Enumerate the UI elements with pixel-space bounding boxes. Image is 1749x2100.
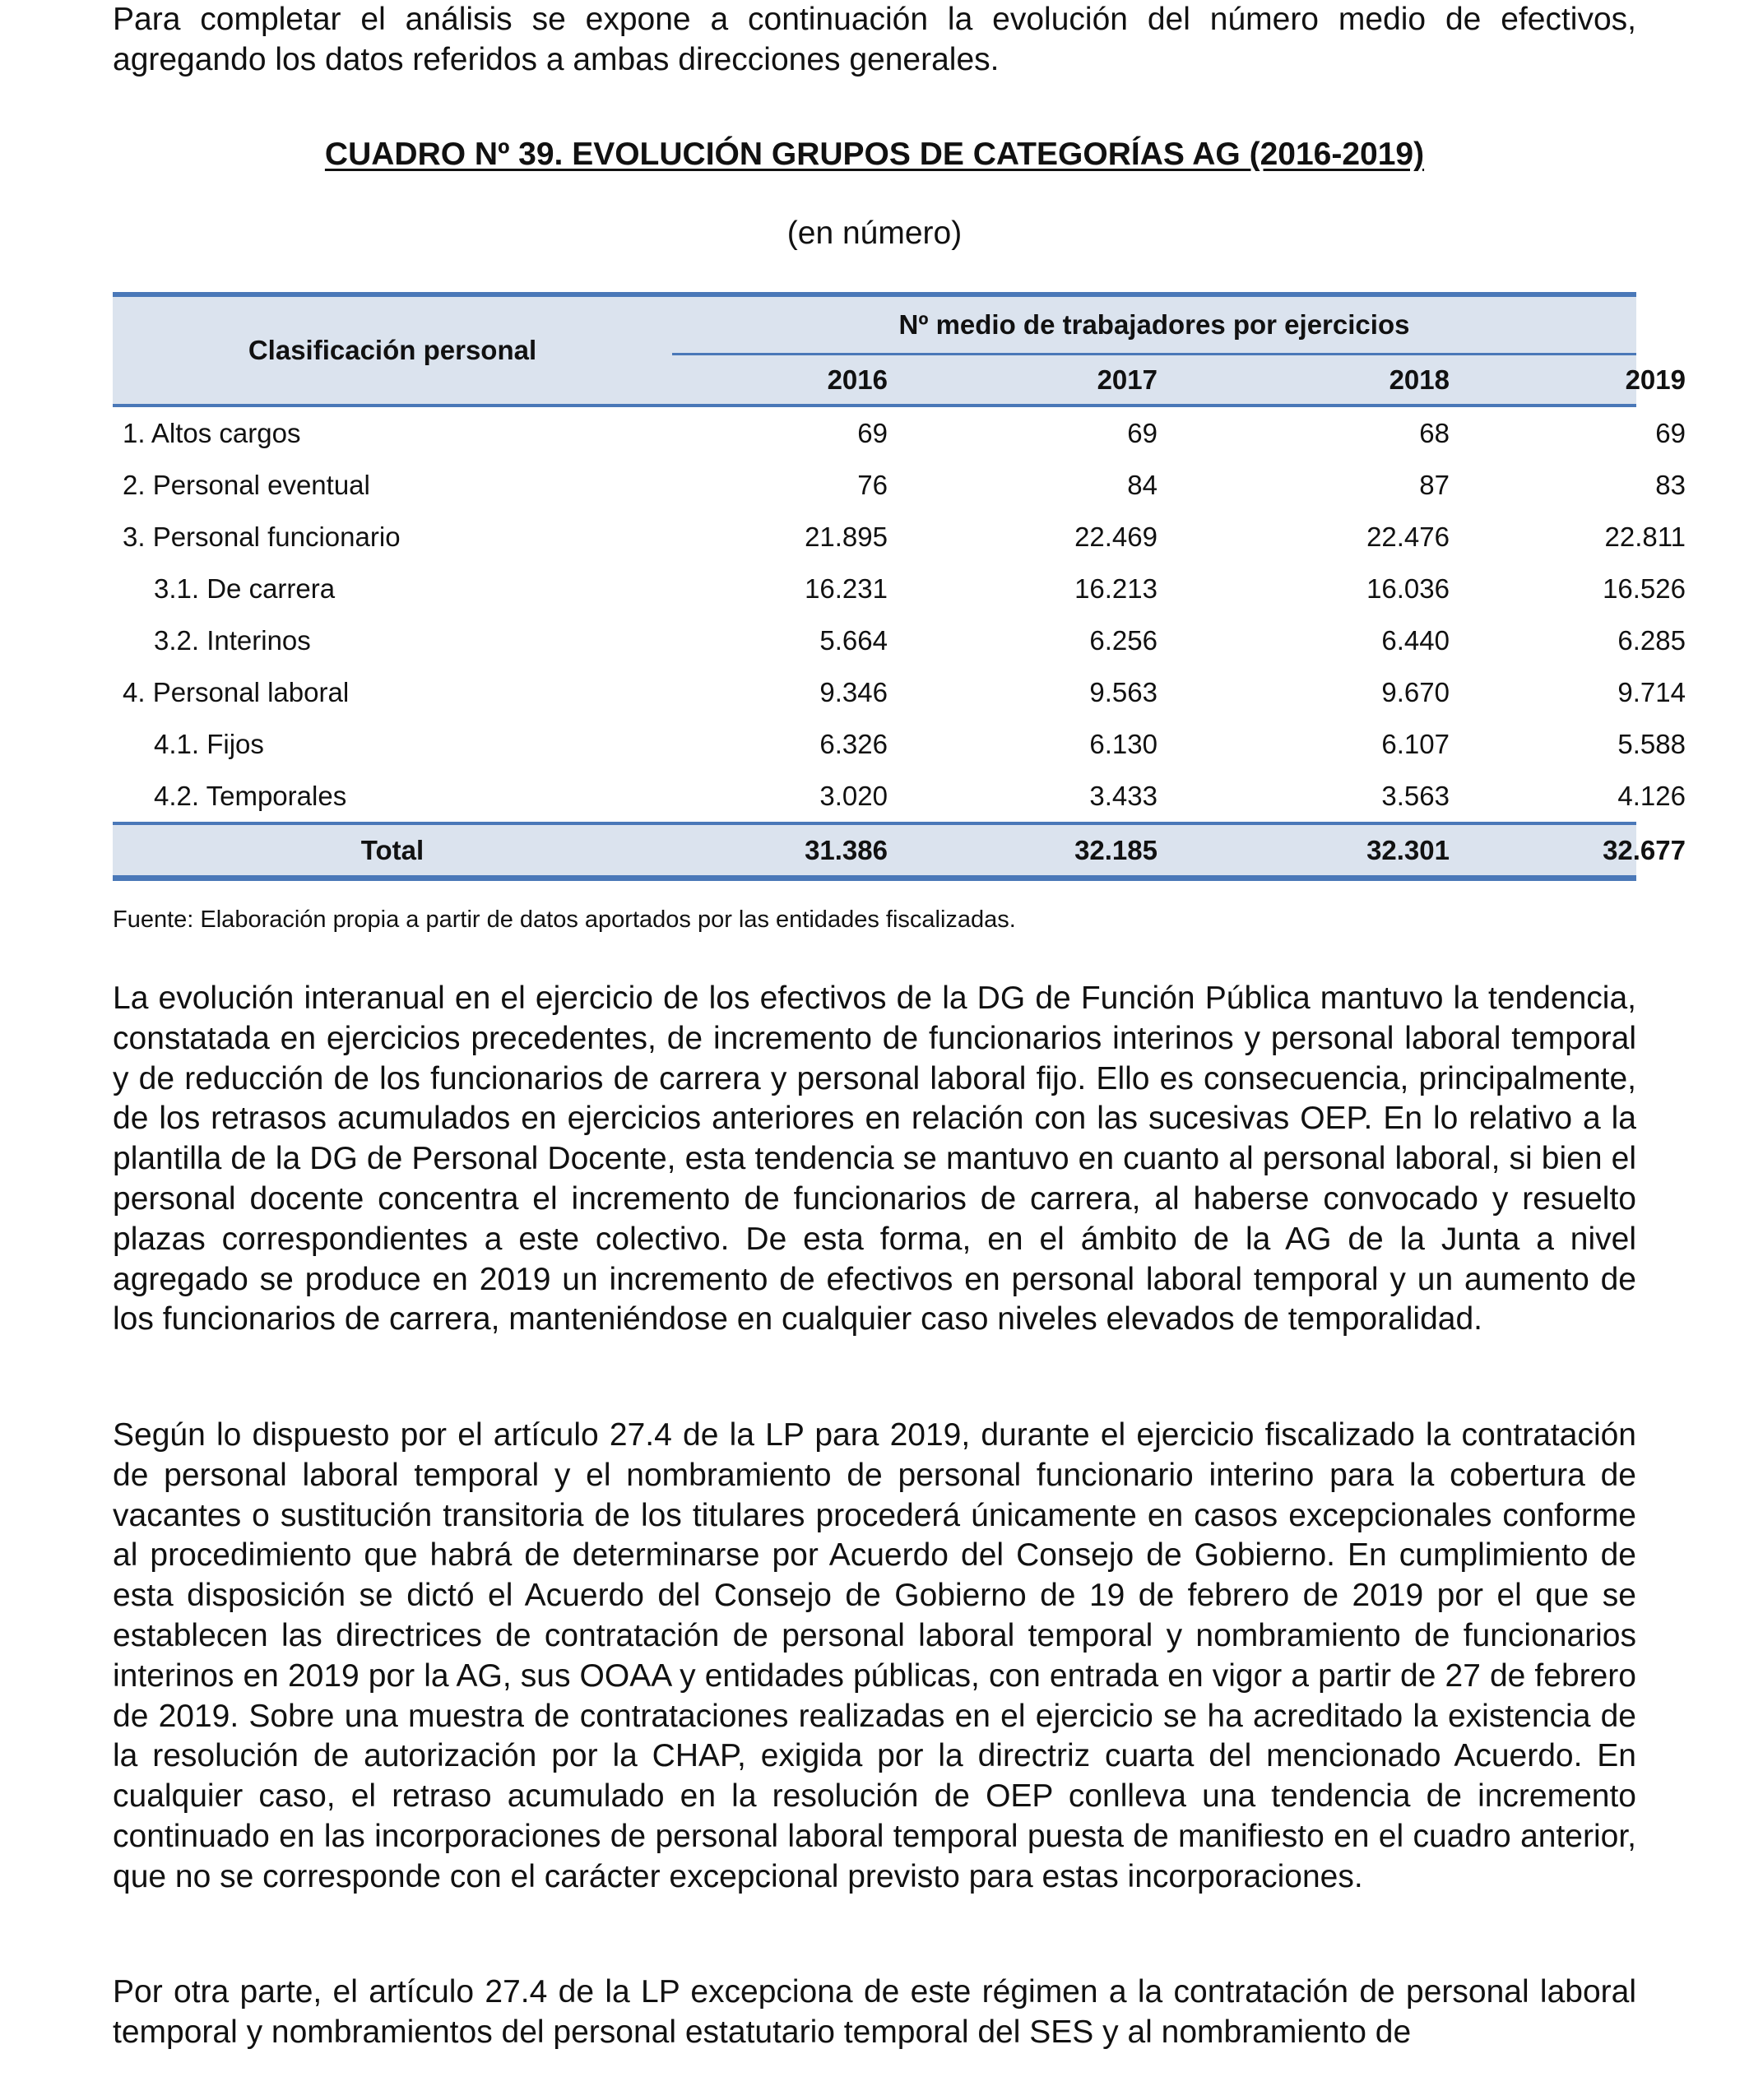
table-source-note: Fuente: Elaboración propia a partir de datos aportados por las entidades fiscalizadas. bbox=[113, 906, 1016, 933]
cell-value-2019: 83 bbox=[1655, 469, 1686, 500]
table-row bbox=[113, 614, 1686, 666]
cell-value-2017: 69 bbox=[1127, 417, 1157, 448]
cell-value-2017: 6.256 bbox=[1089, 624, 1157, 656]
cell-value-2019: 5.588 bbox=[1617, 728, 1686, 759]
total-value-2019: 32.677 bbox=[1603, 834, 1686, 865]
cell-value-2016: 69 bbox=[857, 417, 888, 448]
cell-value-2016: 6.326 bbox=[819, 728, 888, 759]
table-row bbox=[113, 511, 1686, 563]
row-label: 1. Altos cargos bbox=[123, 417, 301, 448]
table-subtitle: (en número) bbox=[786, 216, 963, 251]
table-body bbox=[113, 407, 1686, 822]
cell-value-2018: 9.670 bbox=[1381, 676, 1450, 707]
cell-value-2017: 84 bbox=[1127, 469, 1157, 500]
cell-value-2018: 6.107 bbox=[1381, 728, 1450, 759]
intro-paragraph: Para completar el análisis se expone a continuación la evolución del número medio de efectivos, agregando los datos referidos a ambas direcciones generales. bbox=[113, 2, 1636, 77]
row-label: 3.1. De carrera bbox=[154, 573, 336, 604]
cell-value-2019: 4.126 bbox=[1617, 780, 1686, 811]
cell-value-2017: 3.433 bbox=[1089, 780, 1157, 811]
cell-value-2019: 9.714 bbox=[1617, 676, 1686, 707]
table-title: CUADRO Nº 39. EVOLUCIÓN GRUPOS DE CATEGORÍAS AG (2016-2019) bbox=[324, 137, 1425, 172]
cell-value-2018: 68 bbox=[1419, 417, 1450, 448]
cell-value-2016: 21.895 bbox=[805, 521, 888, 552]
table-row bbox=[113, 407, 1686, 459]
year-header-2019: 2019 bbox=[1625, 364, 1686, 395]
year-header-2016: 2016 bbox=[827, 364, 888, 395]
table-row bbox=[113, 770, 1686, 822]
row-label: 4. Personal laboral bbox=[123, 676, 350, 707]
cell-value-2016: 9.346 bbox=[819, 676, 888, 707]
table-row bbox=[113, 666, 1686, 718]
cell-value-2018: 16.036 bbox=[1366, 573, 1450, 604]
table-row bbox=[113, 718, 1686, 770]
cell-value-2018: 6.440 bbox=[1381, 624, 1450, 656]
body-paragraph: Según lo dispuesto por el artículo 27.4 de la LP para 2019, durante el ejercicio fiscalizado la contratación de personal laboral temporal y el nombramiento de personal funcionario interino para la cobertura de vacantes o sustitución transitoria de los titulares procederá únicamente en casos excepcionales conforme al procedimiento que habrá de determinarse por Acuerdo del Consejo de Gobierno. En cumplimiento de esta disposición se dictó el Acuerdo del Consejo de Gobierno de 19 de febrero de 2019 por el que se establecen las directrices de contratación de personal laboral temporal y nombramiento de funcionarios interinos en 2019 por la AG, sus OOAA y entidades públicas, con entrada en vigor a partir de 27 de febrero de 2019. Sobre una muestra de contrataciones realizadas en el ejercicio se ha acreditado la existencia de la resolución de autorización por la CHAP, exigida por la directriz cuarta del mencionado Acuerdo. En cualquier caso, el retraso acumulado en la resolución de OEP conlleva una tendencia de incremento continuado en las incorporaciones de personal laboral temporal puesta de manifiesto en el cuadro anterior, que no se corresponde con el carácter excepcional previsto para estas incorporaciones. bbox=[113, 1417, 1636, 1894]
cell-value-2017: 6.130 bbox=[1089, 728, 1157, 759]
column-group-header: Nº medio de trabajadores por ejercicios bbox=[672, 297, 1636, 355]
cell-value-2016: 16.231 bbox=[805, 573, 888, 604]
cell-value-2016: 3.020 bbox=[819, 780, 888, 811]
total-value-2017: 32.185 bbox=[1074, 834, 1157, 865]
body-paragraph: Por otra parte, el artículo 27.4 de la LP excepciona de este régimen a la contratación de personal laboral temporal y nombramientos del personal estatutario temporal del SES y al nombramiento de bbox=[113, 1974, 1636, 2050]
cell-value-2017: 9.563 bbox=[1089, 676, 1157, 707]
row-label: 4.1. Fijos bbox=[154, 728, 264, 759]
cell-value-2016: 5.664 bbox=[819, 624, 888, 656]
table-header bbox=[113, 292, 1686, 407]
cell-value-2017: 16.213 bbox=[1074, 573, 1157, 604]
cell-value-2019: 22.811 bbox=[1604, 521, 1686, 552]
body-paragraph: La evolución interanual en el ejercicio de los efectivos de la DG de Función Pública mantuvo la tendencia, constatada en ejercicios precedentes, de incremento de funcionarios interinos y personal laboral temporal y de reducción de los funcionarios de carrera y personal laboral fijo. Ello es consecuencia, principalmente, de los retrasos acumulados en ejercicios anteriores en relación con las sucesivas OEP. En lo relativo a la plantilla de la DG de Personal Docente, esta tendencia se mantuvo en cuanto al personal laboral, si bien el personal docente concentra el incremento de funcionarios de carrera, al haberse convocado y resuelto plazas correspondientes a este colectivo. De esta forma, en el ámbito de la AG de la Junta a nivel agregado se produce en 2019 un incremento de efectivos en personal laboral temporal y un aumento de los funcionarios de carrera, manteniéndose en cualquier caso niveles elevados de temporalidad. bbox=[113, 980, 1636, 1337]
row-label: 3.2. Interinos bbox=[154, 624, 311, 656]
cell-value-2019: 6.285 bbox=[1617, 624, 1686, 656]
cell-value-2018: 22.476 bbox=[1366, 521, 1450, 552]
table-row bbox=[113, 563, 1686, 614]
year-header-2018: 2018 bbox=[1389, 364, 1450, 395]
column-header-classification: Clasificación personal bbox=[248, 335, 537, 365]
cell-value-2016: 76 bbox=[857, 469, 888, 500]
row-label: 2. Personal eventual bbox=[123, 469, 370, 500]
total-value-2016: 31.386 bbox=[805, 834, 888, 865]
data-table bbox=[113, 292, 1686, 881]
table-row bbox=[113, 459, 1686, 511]
cell-value-2019: 69 bbox=[1655, 417, 1686, 448]
total-label: Total bbox=[360, 834, 424, 865]
cell-value-2019: 16.526 bbox=[1603, 573, 1686, 604]
cell-value-2017: 22.469 bbox=[1074, 521, 1157, 552]
total-row bbox=[113, 822, 1686, 881]
cell-value-2018: 87 bbox=[1419, 469, 1450, 500]
row-label: 4.2. Temporales bbox=[154, 780, 347, 811]
year-header-2017: 2017 bbox=[1097, 364, 1157, 395]
cell-value-2018: 3.563 bbox=[1381, 780, 1450, 811]
total-value-2018: 32.301 bbox=[1366, 834, 1450, 865]
year-header-row bbox=[672, 355, 1686, 404]
row-label: 3. Personal funcionario bbox=[123, 521, 401, 552]
